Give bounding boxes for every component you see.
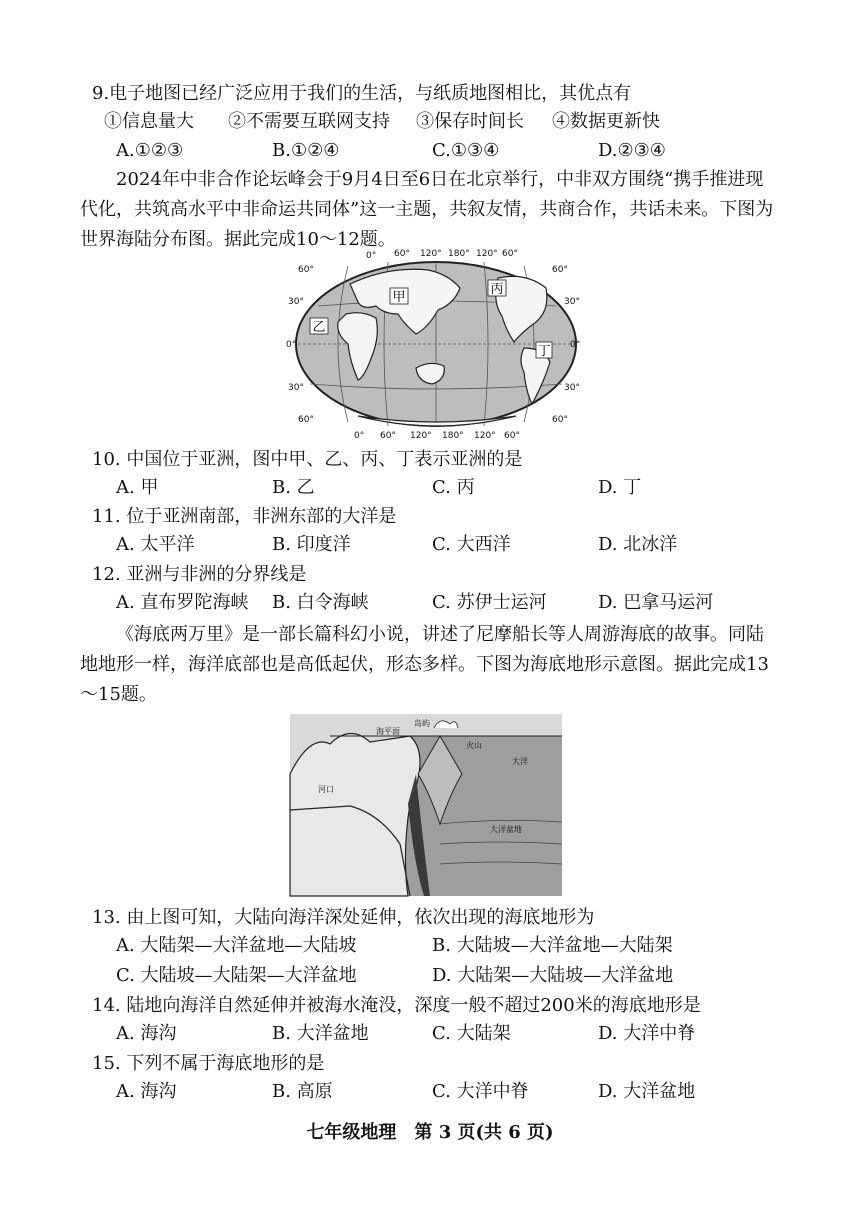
map-bottom-lon-5: 120° — [474, 431, 496, 441]
map-right-lat-2: 30° — [564, 297, 580, 307]
q10-stem: 10. 中国位于亚洲，图中甲、乙、丙、丁表示亚洲的是 — [92, 449, 523, 470]
q9-option-b: B.①②④ — [272, 140, 340, 161]
map-left-lat-3: 0° — [286, 340, 297, 350]
q10-option-d: D. 丁 — [598, 477, 642, 498]
map-bottom-lon-4: 180° — [442, 431, 464, 441]
map-left-lat-1: 60° — [298, 265, 314, 275]
q9-option-a: A.①②③ — [116, 140, 184, 161]
q9-option-d: D.②③④ — [598, 140, 666, 161]
map-left-lat-2: 30° — [288, 297, 304, 307]
map-label-ding: 丁 — [537, 344, 551, 359]
q12-option-a: A. 直布罗陀海峡 — [116, 592, 249, 613]
q10-option-a: A. 甲 — [116, 477, 159, 498]
label-ocean: 大洋 — [512, 757, 528, 766]
page-footer: 七年级地理 第 3 页(共 6 页) — [306, 1122, 554, 1143]
q12-stem: 12. 亚洲与非洲的分界线是 — [92, 564, 307, 585]
label-volcano: 火山 — [466, 741, 482, 750]
q13-option-b: B. 大陆坡—大洋盆地—大陆架 — [432, 935, 673, 956]
q9-item-1: ①信息量大 — [104, 111, 194, 132]
q9-option-c: C.①③④ — [432, 140, 500, 161]
q13-option-d: D. 大陆架—大陆坡—大洋盆地 — [432, 965, 674, 986]
label-island: 岛屿 — [414, 719, 430, 728]
map-bottom-lon-3: 120° — [410, 431, 432, 441]
q11-option-a: A. 太平洋 — [116, 534, 195, 555]
label-ocean-basin: 大洋盆地 — [490, 825, 522, 834]
q9-item-2: ②不需要互联网支持 — [228, 111, 390, 132]
map-top-lon-3: 120° — [420, 249, 442, 259]
q14-option-d: D. 大洋中脊 — [598, 1023, 696, 1044]
passage-forum: 2024年中非合作论坛峰会于9月4日至6日在北京举行，中非双方围绕“携手推进现代化，共筑高水平中非命运共同体”这一主题，共叙友情，共商合作，共话未来。下图为世界海陆分布图。据此完成10～12题。 — [80, 169, 774, 250]
q13-stem: 13. 由上图可知，大陆向海洋深处延伸，依次出现的海底地形为 — [92, 907, 595, 928]
q15-option-a: A. 海沟 — [116, 1081, 177, 1102]
q12-option-d: D. 巴拿马运河 — [598, 592, 714, 613]
map-label-bing: 丙 — [490, 282, 504, 297]
q9-stem: 9.电子地图已经广泛应用于我们的生活，与纸质地图相比，其优点有 — [92, 83, 632, 104]
q11-option-c: C. 大西洋 — [432, 534, 511, 555]
q15-option-d: D. 大洋盆地 — [598, 1081, 696, 1102]
q15-option-b: B. 高原 — [272, 1081, 333, 1102]
q11-option-b: B. 印度洋 — [272, 534, 351, 555]
continent-block — [290, 733, 420, 896]
map-bottom-lon-6: 60° — [504, 431, 520, 441]
world-map — [288, 244, 588, 440]
q14-option-b: B. 大洋盆地 — [272, 1023, 369, 1044]
q13-option-c: C. 大陆坡—大陆架—大洋盆地 — [116, 965, 357, 986]
map-top-lon-2: 60° — [394, 249, 410, 259]
map-label-yi: 乙 — [312, 320, 326, 335]
q9-item-3: ③保存时间长 — [416, 111, 524, 132]
label-sea-level: 海平面 — [376, 727, 400, 736]
map-right-lat-4: 30° — [564, 383, 580, 393]
q9-item-4: ④数据更新快 — [552, 111, 660, 132]
map-top-lon-5: 120° — [476, 249, 498, 259]
map-left-lat-5: 60° — [298, 415, 314, 425]
q12-option-c: C. 苏伊士运河 — [432, 592, 547, 613]
q10-option-b: B. 乙 — [272, 477, 315, 498]
seafloor-diagram — [290, 714, 562, 896]
q12-option-b: B. 白令海峡 — [272, 592, 369, 613]
map-left-lat-4: 30° — [288, 383, 304, 393]
map-top-lon-6: 60° — [502, 249, 518, 259]
q10-option-c: C. 丙 — [432, 477, 475, 498]
map-right-lat-3: 0° — [570, 340, 581, 350]
map-top-lon-4: 180° — [448, 249, 470, 259]
map-top-lon-1: 0° — [366, 251, 377, 261]
map-bottom-lon-1: 0° — [354, 431, 365, 441]
q15-option-c: C. 大洋中脊 — [432, 1081, 529, 1102]
q11-option-d: D. 北冰洋 — [598, 534, 678, 555]
map-right-lat-5: 60° — [552, 415, 568, 425]
q11-stem: 11. 位于亚洲南部，非洲东部的大洋是 — [92, 506, 397, 527]
map-label-jia: 甲 — [392, 290, 406, 305]
q14-stem: 14. 陆地向海洋自然延伸并被海水淹没，深度一般不超过200米的海底地形是 — [92, 995, 701, 1016]
map-bottom-lon-2: 60° — [380, 431, 396, 441]
q15-stem: 15. 下列不属于海底地形的是 — [92, 1053, 325, 1074]
passage-novel: 《海底两万里》是一部长篇科幻小说，讲述了尼摩船长等人周游海底的故事。同陆地地形一样，海洋底部也是高低起伏，形态多样。下图为海底地形示意图。据此完成13～15题。 — [80, 624, 769, 705]
q14-option-a: A. 海沟 — [116, 1023, 177, 1044]
q14-option-c: C. 大陆架 — [432, 1023, 511, 1044]
label-estuary: 河口 — [318, 785, 334, 794]
map-right-lat-1: 60° — [552, 265, 568, 275]
q13-option-a: A. 大陆架—大洋盆地—大陆坡 — [116, 935, 357, 956]
